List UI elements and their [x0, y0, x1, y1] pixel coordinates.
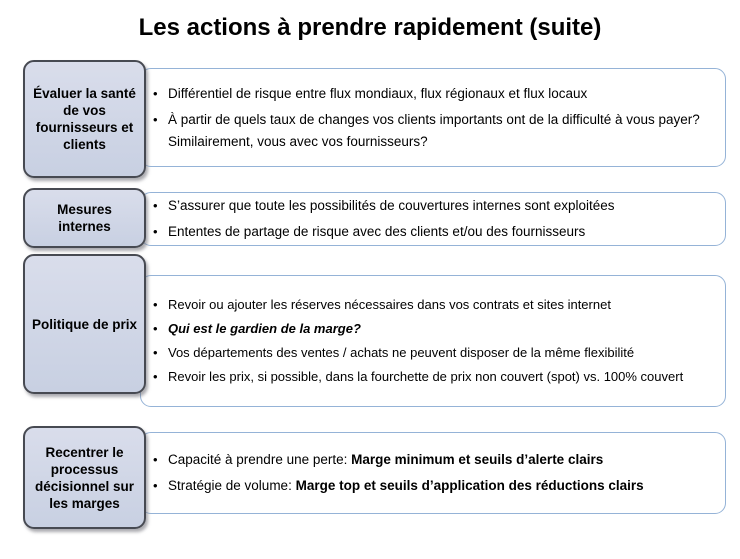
- section-label-recentrer-processus: [23, 426, 146, 529]
- bullet-item: [151, 221, 711, 243]
- bullet-list: [151, 449, 711, 497]
- section-label-text: Évaluer la santé de vos fournisseurs et clients: [33, 86, 136, 152]
- slide-title: Les actions à prendre rapidement (suite): [138, 14, 602, 41]
- bullet-item: [151, 368, 711, 386]
- section-label-mesures-internes: [23, 188, 146, 248]
- bullet-bold-text: Marge minimum et seuils d’alerte clairs: [351, 452, 604, 467]
- bullet-item: [151, 344, 711, 362]
- bullet-item-emphasized: [151, 320, 711, 338]
- bullet-text: Vos départements des ventes / achats ne peuvent disposer de la même flexibilité: [168, 345, 635, 360]
- bullet-bold-text: Marge top et seuils d’application des réductions clairs: [295, 478, 644, 493]
- bullet-list: [151, 296, 711, 386]
- bullet-item: [151, 449, 711, 471]
- section-content-evaluer-sante: [140, 68, 726, 167]
- bullet-text: S’assurer que toute les possibilités de couvertures internes sont exploitées: [168, 198, 615, 213]
- bullet-text: Stratégie de volume:: [168, 478, 296, 493]
- bullet-item: [151, 83, 711, 105]
- bullet-item: [151, 296, 711, 314]
- bullet-text: Revoir ou ajouter les réserves nécessaires dans vos contrats et sites internet: [168, 297, 611, 312]
- bullet-text: Revoir les prix, si possible, dans la fourchette de prix non couvert (spot) vs. 100% couvert: [168, 369, 684, 384]
- bullet-text: Qui est le gardien de la marge?: [168, 321, 361, 336]
- section-content-recentrer-processus: [140, 432, 726, 514]
- section-content-mesures-internes: [140, 192, 726, 246]
- section-label-text: Mesures internes: [57, 202, 112, 234]
- bullet-item: [151, 475, 711, 497]
- bullet-item: [151, 109, 711, 153]
- bullet-text: Différentiel de risque entre flux mondiaux, flux régionaux et flux locaux: [168, 85, 588, 101]
- bullet-text: Capacité à prendre une perte:: [168, 452, 352, 467]
- section-label-text: Politique de prix: [31, 316, 137, 332]
- section-label-evaluer-sante: [23, 60, 146, 178]
- bullet-text: À partir de quels taux de changes vos clients importants ont de la difficulté à vous payer? Similairement, vous avec vos fournisseurs?: [168, 111, 700, 149]
- bullet-item: [151, 195, 711, 217]
- bullet-list: [151, 195, 711, 243]
- section-label-politique-prix: [23, 254, 146, 394]
- section-label-text: Recentrer le processus décisionnel sur les marges: [34, 444, 135, 511]
- bullet-list: [151, 83, 711, 153]
- section-content-politique-prix: [140, 275, 726, 407]
- bullet-text: Ententes de partage de risque avec des clients et/ou des fournisseurs: [168, 224, 586, 239]
